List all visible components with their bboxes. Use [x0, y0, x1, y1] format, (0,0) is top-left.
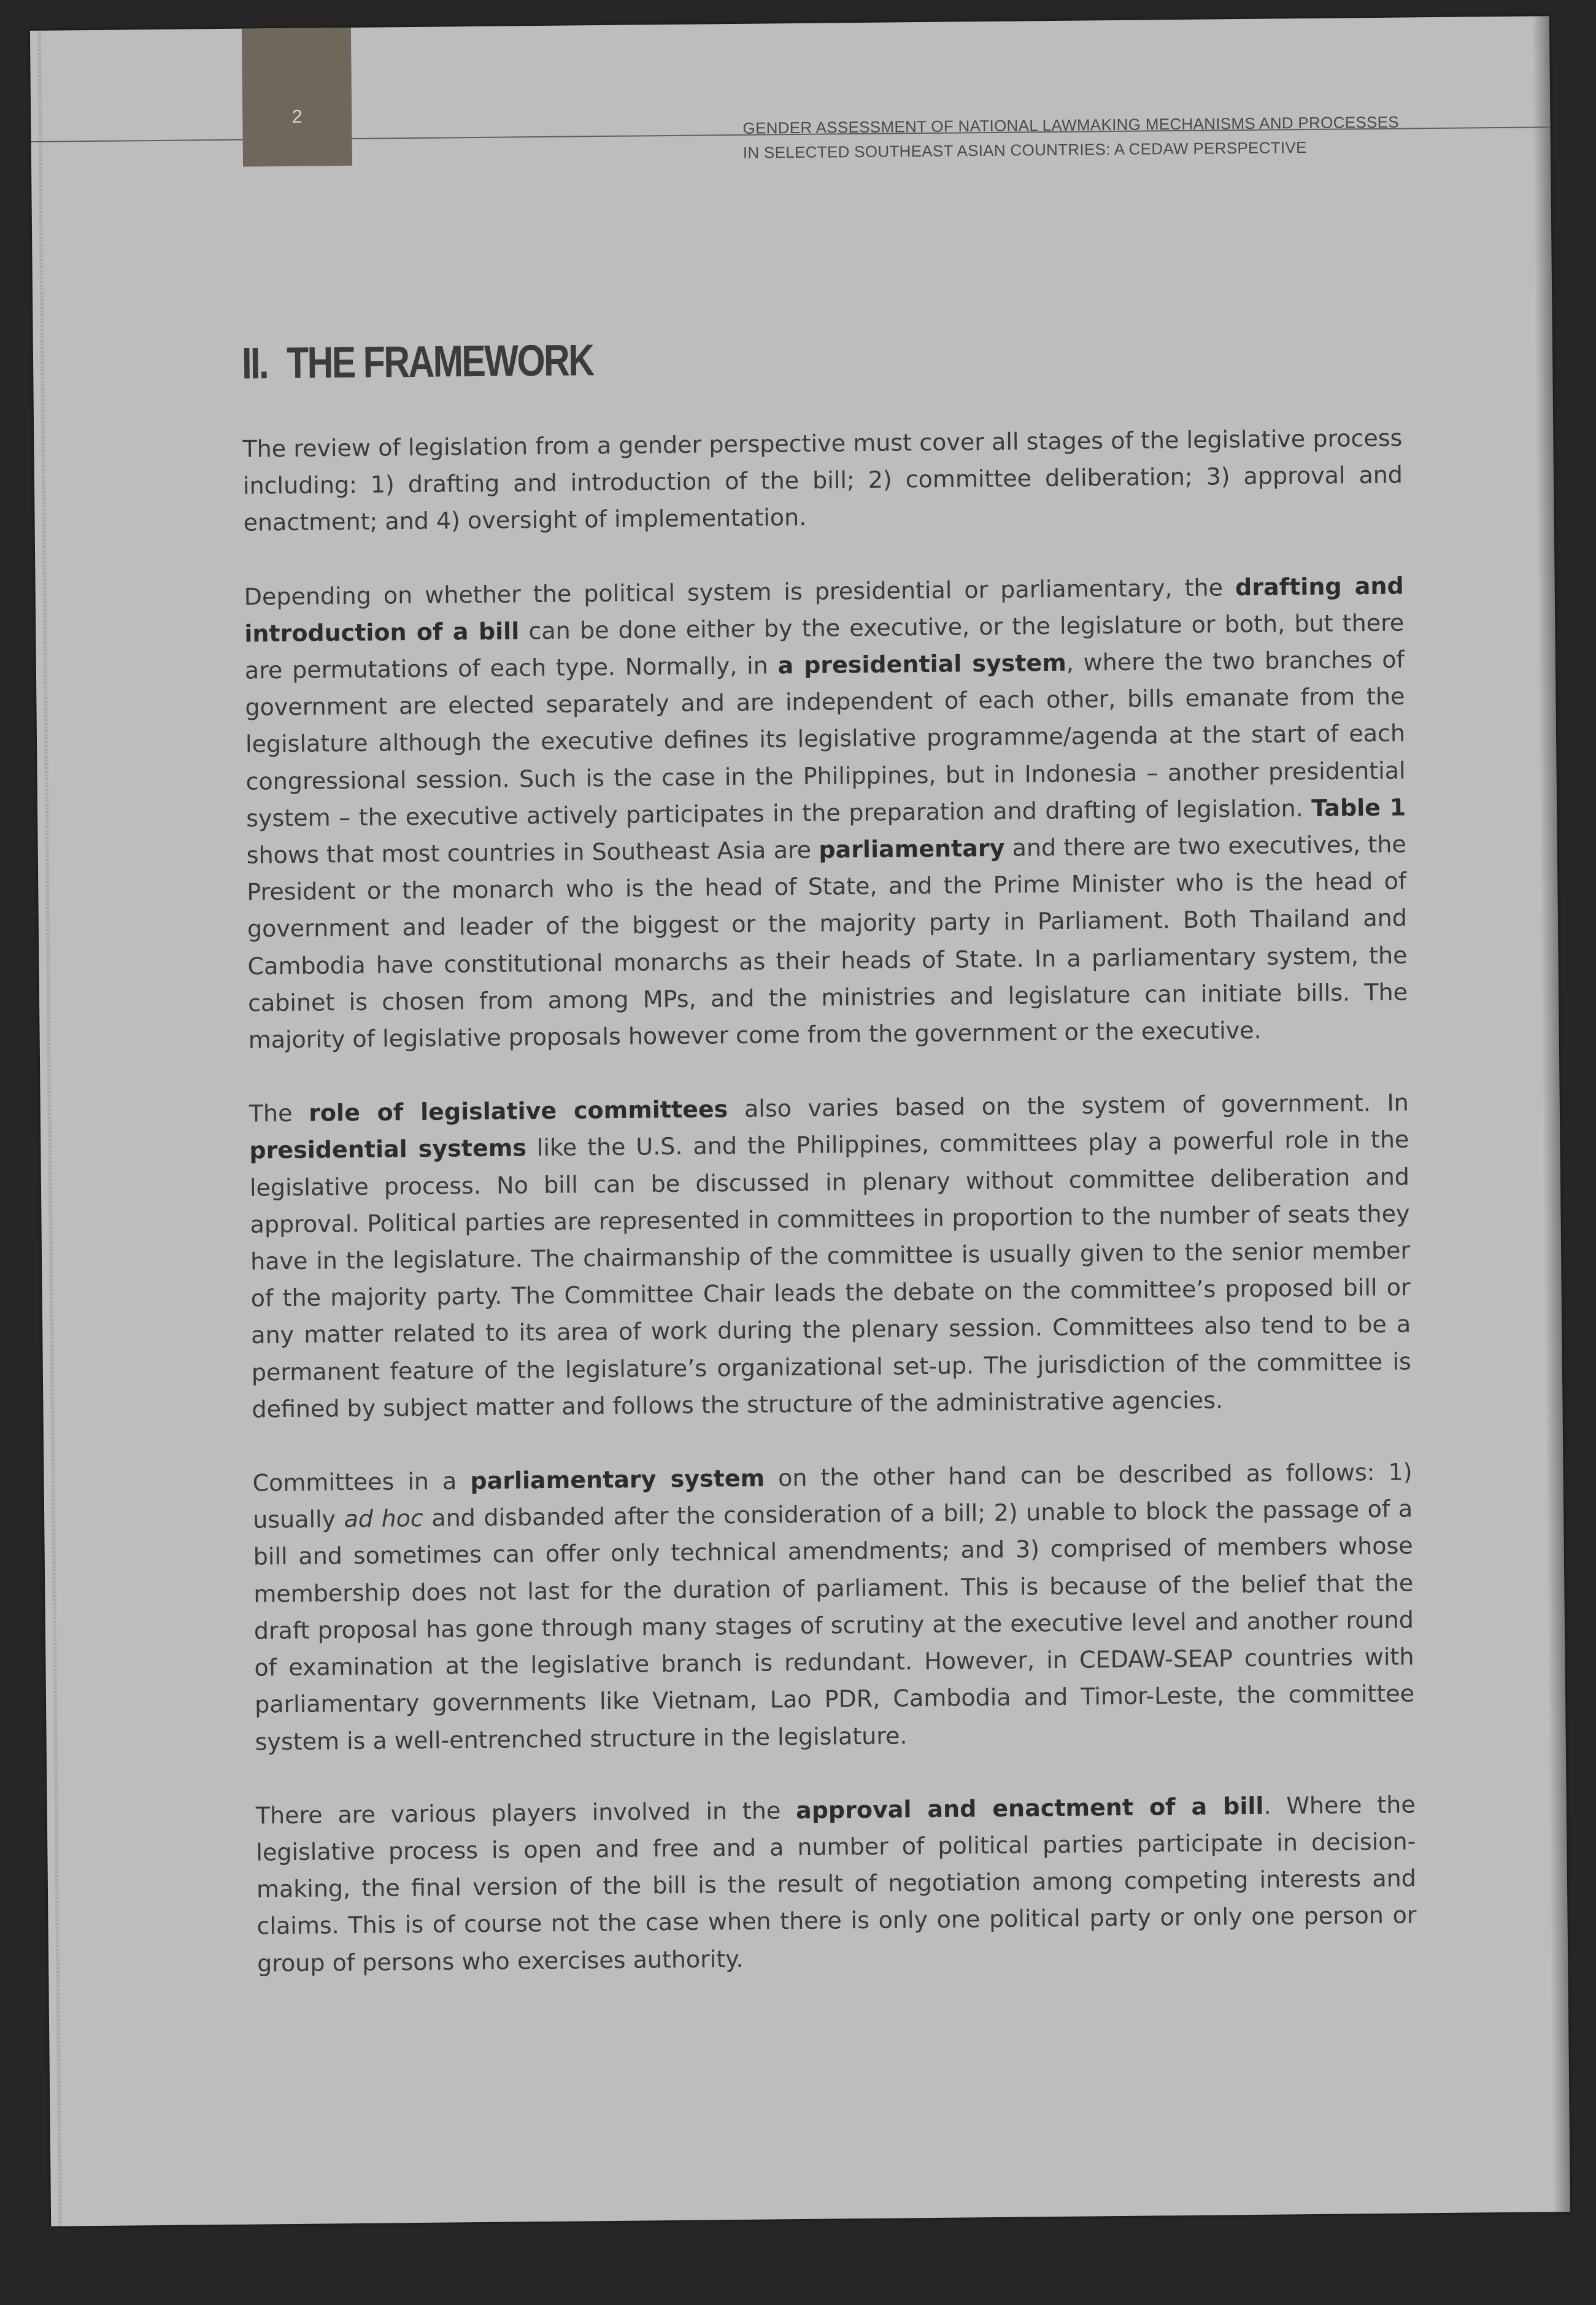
text-run: The [249, 1099, 309, 1127]
text-run: Committees in a [252, 1467, 471, 1497]
section-title: THE FRAMEWORK [286, 336, 593, 388]
text-run: . Where the legislative process is open and free and a number of political parties participate in decision-making, the final version of the bill is the result of negotiation among competing interests and claims. This is of course not the case when there is only one political party or only one person or group of persons who exercises authority. [256, 1791, 1417, 1977]
page-number: 2 [291, 106, 303, 127]
section-heading [242, 335, 593, 388]
paragraph-3 [249, 1084, 1412, 1428]
running-header [742, 109, 1479, 165]
bold-term: role of legislative committees [308, 1095, 728, 1127]
paragraph-1 [242, 420, 1403, 542]
text-run: on the other hand can be described as follows: 1) usually [252, 1458, 1413, 1534]
text-run: and disbanded after the consideration of a bill; 2) unable to block the passage of a bill and sometimes can offer only technical amendments; and 3) comprised of members whose membership does not last for the duration of parliament. This is because of the belief that the draft proposal has gone through many stages of scrutiny at the executive level and another round of examination at the legislative branch is redundant. However, in CEDAW-SEAP countries with parliamentary governments like Vietnam, Lao PDR, Cambodia and Timor-Leste, the committee system is a well-entrenched structure in the legislature. [253, 1495, 1415, 1756]
paragraph-2 [244, 567, 1408, 1059]
binding-edge [37, 31, 62, 2226]
text-run: can be done either by the executive, or the legislature or both, but there are permutations of each type. Normally, in [244, 609, 1405, 684]
bold-term: drafting and introduction of a bill [244, 572, 1404, 647]
bold-term: Table 1 [1311, 793, 1406, 822]
document-page [30, 16, 1570, 2226]
italic-term: ad hoc [344, 1505, 424, 1533]
bold-term: approval and enactment of a bill [795, 1792, 1264, 1824]
text-run: like the U.S. and the Philippines, committees play a powerful role in the legislative process. No bill can be discussed in plenary without committee deliberation and approval. Political parties are represented in committees in proportion to the number of seats they have in the legislature. The chairmanship of the committee is usually given to the senior member of the majority party. The Committee Chair leads the debate on the committee’s proposed bill or any matter related to its area of work during the plenary session. Committees also tend to be a permanent feature of the legislature’s organizational set-up. The jurisdiction of the committee is defined by subject matter and follows the structure of the administrative agencies. [249, 1125, 1412, 1423]
text-run: There are various players involved in the [255, 1796, 796, 1829]
text-run: Depending on whether the political system is presidential or parliamentary, the [244, 573, 1236, 611]
running-header-line-1: GENDER ASSESSMENT OF NATIONAL LAWMAKING MECHANISMS AND PROCESSES [742, 112, 1400, 137]
text-run: The review of legislation from a gender perspective must cover all stages of the legislative process including: 1) drafting and introduction of the bill; 2) committee deliberation; 3) approval and enactment; and 4) oversight of implementation. [242, 424, 1403, 537]
text-run: and there are two executives, the President or the monarch who is the head of State, and the Prime Minister who is the head of government and leader of the biggest or the majority party in Parliament. Both Thailand and Cambodia have constitutional monarchs as their heads of State. In a parliamentary system, the cabinet is chosen from among MPs, and the ministries and legislature can initiate bills. The majority of legislative proposals however come from the government or the executive. [247, 830, 1408, 1054]
text-run: , where the two branches of government are elected separately and are independent of each other, bills emanate from the legislature although the executive defines its legislative programme/agenda at the start of each congressional session. Such is the case in the Philippines, but in Indonesia – another presidential system – the executive actively participates in the preparation and drafting of legislation. [245, 646, 1406, 832]
paragraph-5 [256, 1786, 1417, 1982]
text-run: also varies based on the system of government. In [728, 1089, 1409, 1123]
body-text [242, 420, 1417, 2019]
paragraph-4 [252, 1454, 1415, 1761]
bold-term: parliamentary system [470, 1464, 765, 1495]
text-run: shows that most countries in Southeast Asia are [246, 836, 819, 869]
section-number: II. [241, 339, 268, 388]
bold-term: a presidential system [777, 649, 1066, 679]
running-header-line-2: IN SELECTED SOUTHEAST ASIAN COUNTRIES: A CEDAW PERSPECTIVE [742, 138, 1307, 162]
bold-term: parliamentary [819, 834, 1005, 863]
page-curl-shadow [1532, 16, 1570, 2212]
bold-term: presidential systems [249, 1134, 527, 1165]
page-number-tab [242, 28, 352, 167]
